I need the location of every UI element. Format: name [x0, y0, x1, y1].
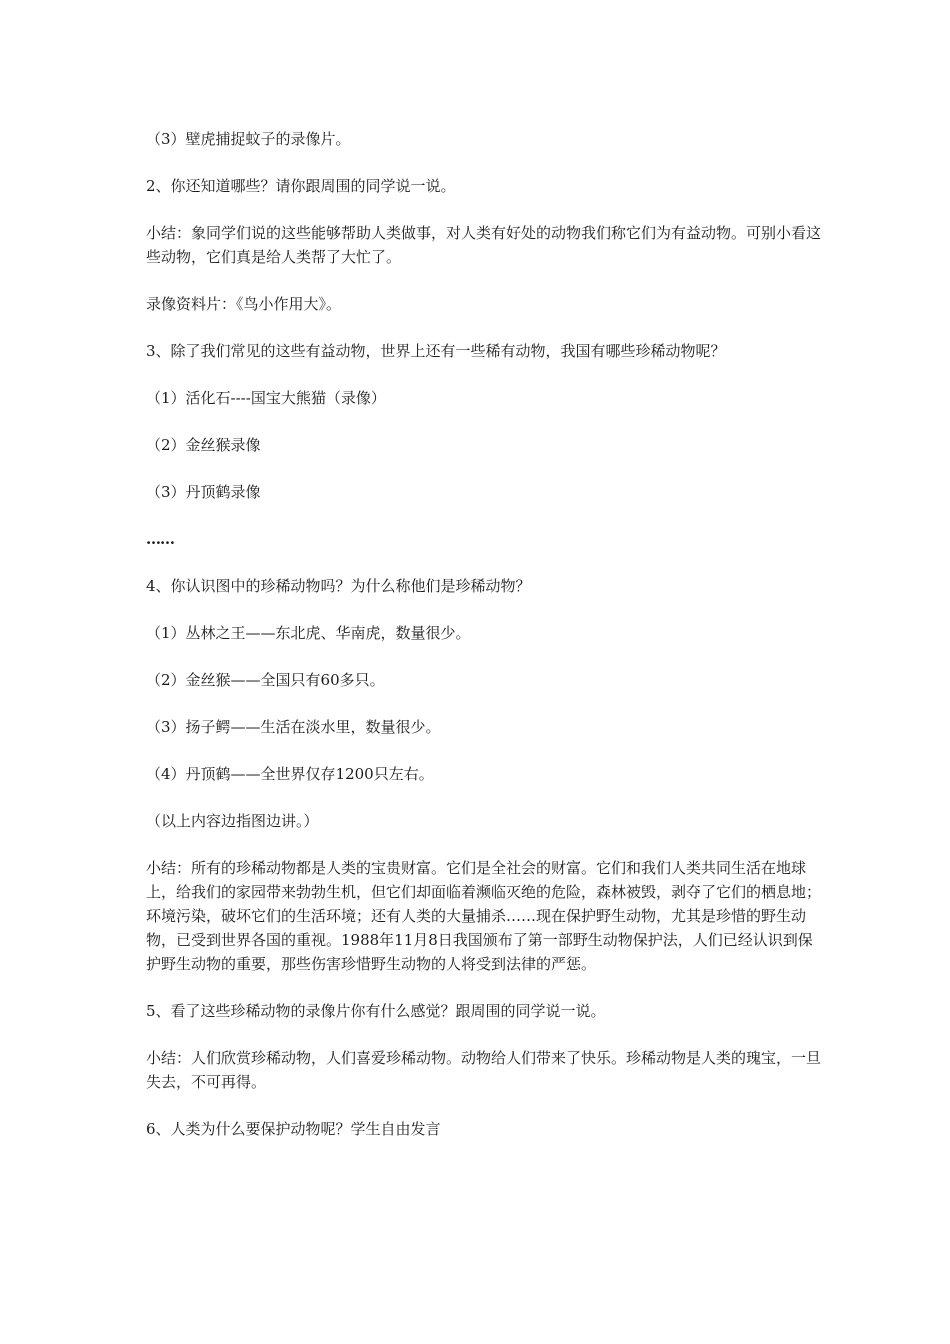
paragraph-summary-2: 小结：所有的珍稀动物都是人类的宝贵财富。它们是全社会的财富。它们和我们人类共同生活在地球上，给我们的家园带来勃勃生机，但它们却面临着濒临灭绝的危险，森林被毁，剥夺了它们的栖息地；环境污染，破坏它们的生活环境；还有人类的大量捕杀……现在保护野生动物，尤其是珍惜的野生动物，已受到世界各国的重视。1988年11月8日我国颁布了第一部野生动物保护法，人们已经认识到保护野生动物的重要，那些伤害珍惜野生动物的人将受到法律的严惩。	[146, 859, 822, 973]
paragraph-item-crane-video: （3）丹顶鹤录像	[146, 483, 261, 501]
paragraph-item-golden-monkey: （2）金丝猴——全国只有60多只。	[146, 671, 385, 689]
paragraph-item-tiger: （1）丛林之王——东北虎、华南虎，数量很少。	[146, 624, 471, 642]
paragraph-ellipsis: ……	[146, 530, 174, 548]
paragraph-item-crane: （4）丹顶鹤——全世界仅存1200只左右。	[146, 765, 434, 783]
paragraph-question-5: 5、看了这些珍稀动物的录像片你有什么感觉？跟周围的同学说一说。	[146, 1002, 606, 1020]
paragraph-summary-1: 小结：象同学们说的这些能够帮助人类做事，对人类有好处的动物我们称它们为有益动物。可别小看这些动物，它们真是给人类帮了大忙了。	[146, 224, 822, 266]
paragraph-item-golden-monkey-video: （2）金丝猴录像	[146, 436, 261, 454]
paragraph-question-3: 3、除了我们常见的这些有益动物，世界上还有一些稀有动物，我国有哪些珍稀动物呢？	[146, 342, 726, 360]
paragraph-question-4: 4、你认识图中的珍稀动物吗？为什么称他们是珍稀动物？	[146, 577, 531, 595]
paragraph-item-gecko: （3）壁虎捕捉蚊子的录像片。	[146, 130, 351, 148]
paragraph-question-6: 6、人类为什么要保护动物呢？学生自由发言	[146, 1120, 441, 1138]
paragraph-question-2: 2、你还知道哪些？请你跟周围的同学说一说。	[146, 177, 456, 195]
paragraph-item-alligator: （3）扬子鳄——生活在淡水里，数量很少。	[146, 718, 441, 736]
paragraph-item-panda: （1）活化石----国宝大熊猫（录像）	[146, 389, 386, 407]
paragraph-note: （以上内容边指图边讲。）	[146, 812, 319, 830]
paragraph-video-material: 录像资料片：《鸟小作用大》。	[146, 295, 342, 313]
paragraph-summary-3: 小结：人们欣赏珍稀动物，人们喜爱珍稀动物。动物给人们带来了快乐。珍稀动物是人类的瑰宝，一旦失去，不可再得。	[146, 1049, 822, 1091]
document-page	[146, 127, 826, 1164]
